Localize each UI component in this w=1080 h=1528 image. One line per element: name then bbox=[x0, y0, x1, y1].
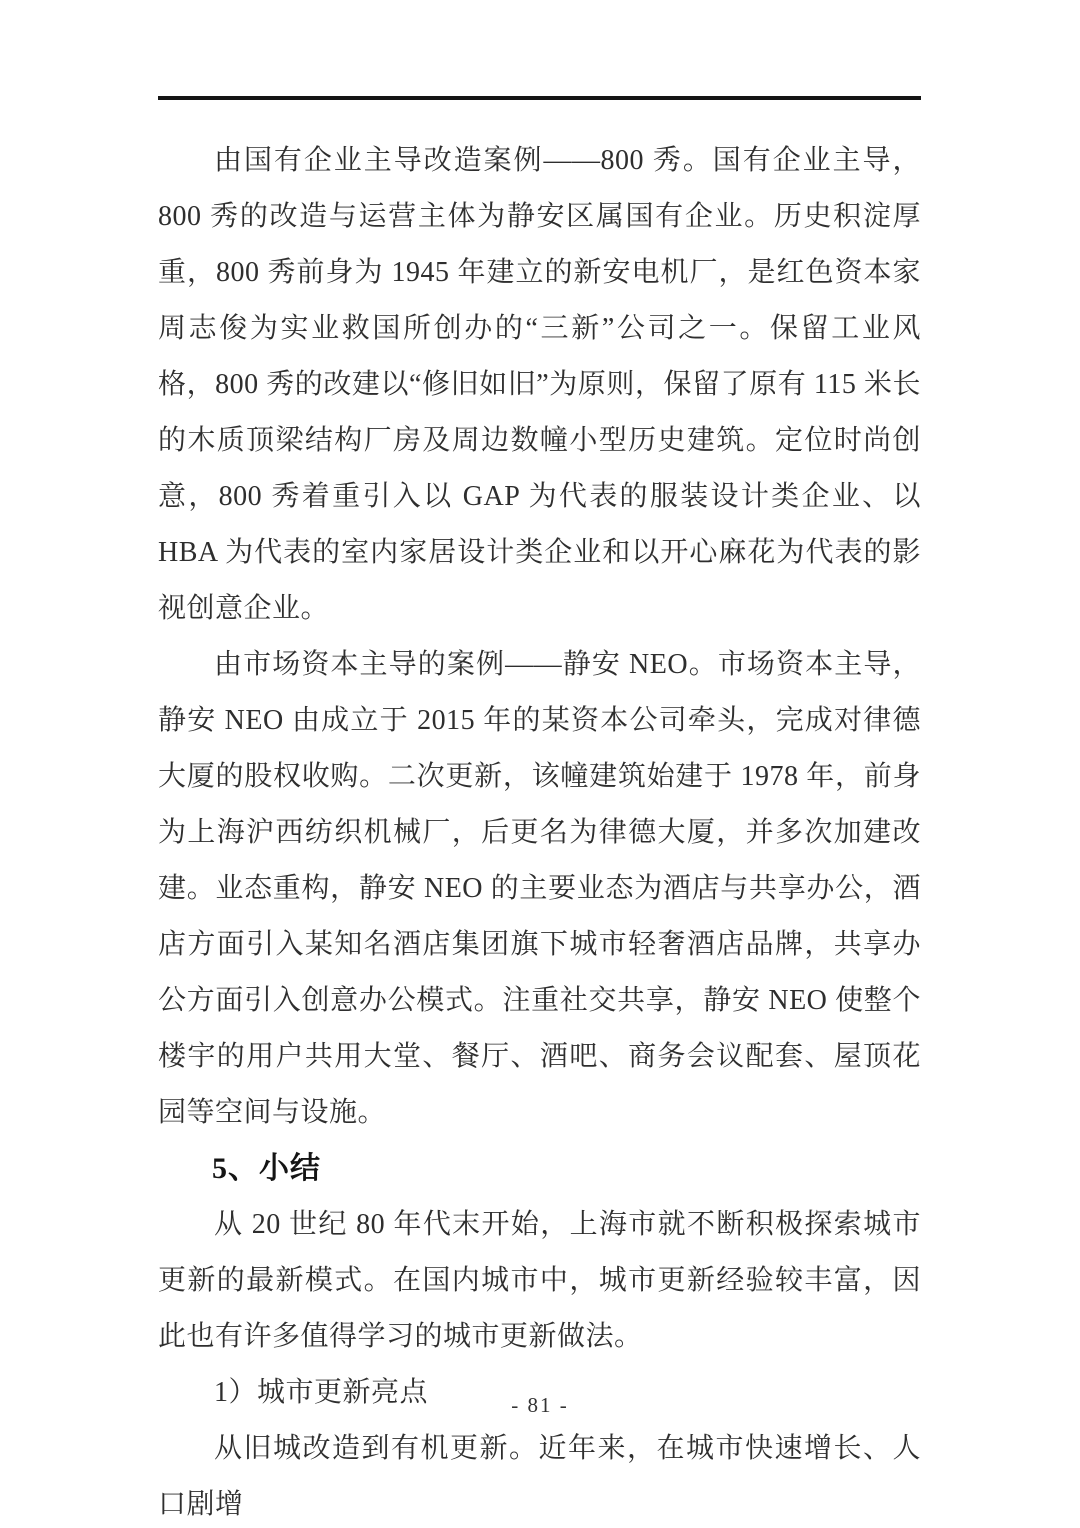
subheading-urban-renewal-highlights: 1）城市更新亮点 bbox=[214, 1377, 429, 1408]
page-content bbox=[158, 133, 921, 1528]
paragraph-highlights-intro: 从旧城改造到有机更新。近年来，在城市快速增长、人口剧增 bbox=[158, 1433, 921, 1520]
page-footer bbox=[0, 1392, 1080, 1418]
paragraph-summary-intro: 从 20 世纪 80 年代末开始，上海市就不断积极探索城市更新的最新模式。在国内城市中，城市更新经验较丰富，因此也有许多值得学习的城市更新做法。 bbox=[158, 1209, 921, 1352]
page-number: - 81 - bbox=[511, 1393, 569, 1417]
header-rule bbox=[158, 96, 921, 100]
paragraph-market-led-jingan-neo: 由市场资本主导的案例——静安 NEO。市场资本主导，静安 NEO 由成立于 2015 年的某资本公司牵头，完成对律德大厦的股权收购。二次更新，该幢建筑始建于 1978 年，前身为上海沪西纺织机械厂，后更名为律德大厦，并多次加建改建。业态重构，静安 NEO 的主要业态为酒店与共享办公，酒店方面引入某知名酒店集团旗下城市轻奢酒店品牌，共享办公方面引入创意办公模式。注重社交共享，静安 NEO 使整个楼宇的用户共用大堂、餐厅、酒吧、商务会议配套、屋顶花园等空间与设施。 bbox=[158, 649, 921, 1128]
paragraph-soe-led-800show: 由国有企业主导改造案例——800 秀。国有企业主导，800 秀的改造与运营主体为静安区属国有企业。历史积淀厚重，800 秀前身为 1945 年建立的新安电机厂，是红色资本家周志俊为实业救国所创办的“三新”公司之一。保留工业风格，800 秀的改建以“修旧如旧”为原则，保留了原有 115 米长的木质顶梁结构厂房及周边数幢小型历史建筑。定位时尚创意，800 秀着重引入以 GAP 为代表的服装设计类企业、以 HBA 为代表的室内家居设计类企业和以开心麻花为代表的影视创意企业。 bbox=[158, 145, 921, 624]
section-heading-summary: 5、小结 bbox=[212, 1152, 321, 1185]
